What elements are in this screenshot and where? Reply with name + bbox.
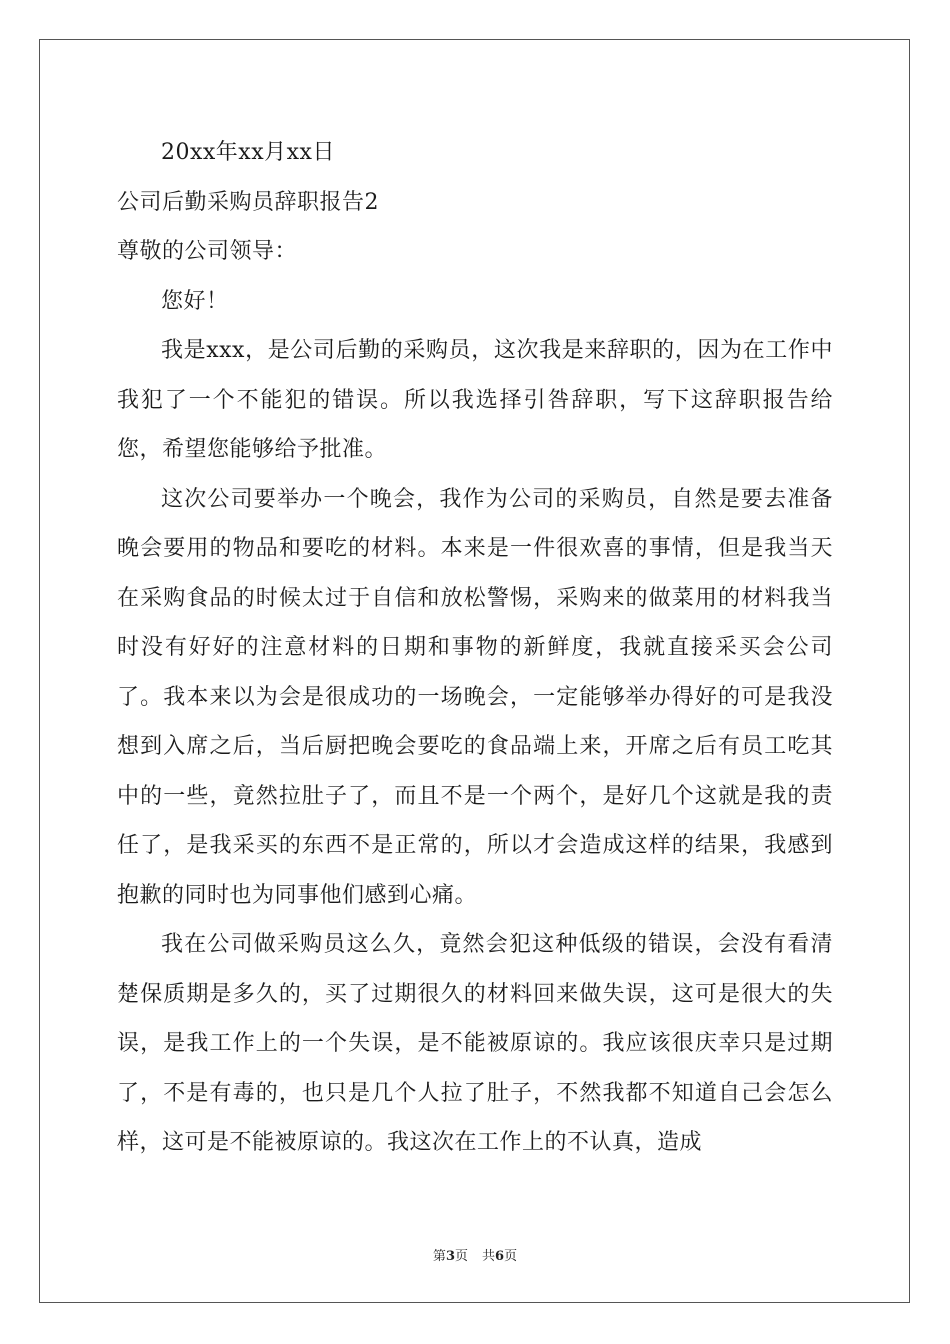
salutation: 尊敬的公司领导：	[117, 239, 298, 264]
paragraph-2: 这次公司要举办一个晚会，我作为公司的采购员，自然是要去准备晚会要用的物品和要吃的材料。本来是一件很欢喜的事情，但是我当天在采购食品的时候太过于自信和放松警惕，采购来的做菜用的材料我当时没有好好的注意材料的日期和事物的新鲜度，我就直接采买会公司了。我本来以为会是很成功的一场晚会，一定能够举办得好的可是我没想到入席之后，当后厨把晚会要吃的食品端上来，开席之后有员工吃其中的一些，竟然拉肚子了，而且不是一个两个，是好几个这就是我的责任了，是我采买的东西不是正常的，所以才会造成这样的结果，我感到抱歉的同时也为同事他们感到心痛。	[117, 486, 833, 908]
page-footer	[0, 1245, 950, 1264]
document-title: 公司后勤采购员辞职报告2	[117, 189, 379, 215]
total-prefix: 共	[482, 1249, 496, 1264]
total-suffix: 页	[504, 1249, 518, 1264]
page-suffix: 页	[454, 1249, 468, 1264]
page-prefix: 第	[432, 1249, 446, 1264]
greeting: 您好！	[161, 288, 229, 314]
current-page-number: 3	[445, 1249, 455, 1264]
date-line: 20xx年xx月xx日	[161, 140, 335, 165]
paragraph-1: 我是xxx，是公司后勤的采购员，这次我是来辞职的，因为在工作中我犯了一个不能犯的错误。所以我选择引咎辞职，写下这辞职报告给您，希望您能够给予批准。	[117, 338, 833, 462]
paragraph-3: 我在公司做采购员这么久，竟然会犯这种低级的错误，会没有看清楚保质期是多久的，买了过期很久的材料回来做失误，这可是很大的失误，是我工作上的一个失误，是不能被原谅的。我应该很庆幸只是过期了，不是有毒的，也只是几个人拉了肚子，不然我都不知道自己会怎么样，这可是不能被原谅的。我这次在工作上的不认真，造成	[117, 932, 833, 1155]
total-page-number: 6	[495, 1249, 505, 1264]
document-body	[117, 128, 833, 1168]
